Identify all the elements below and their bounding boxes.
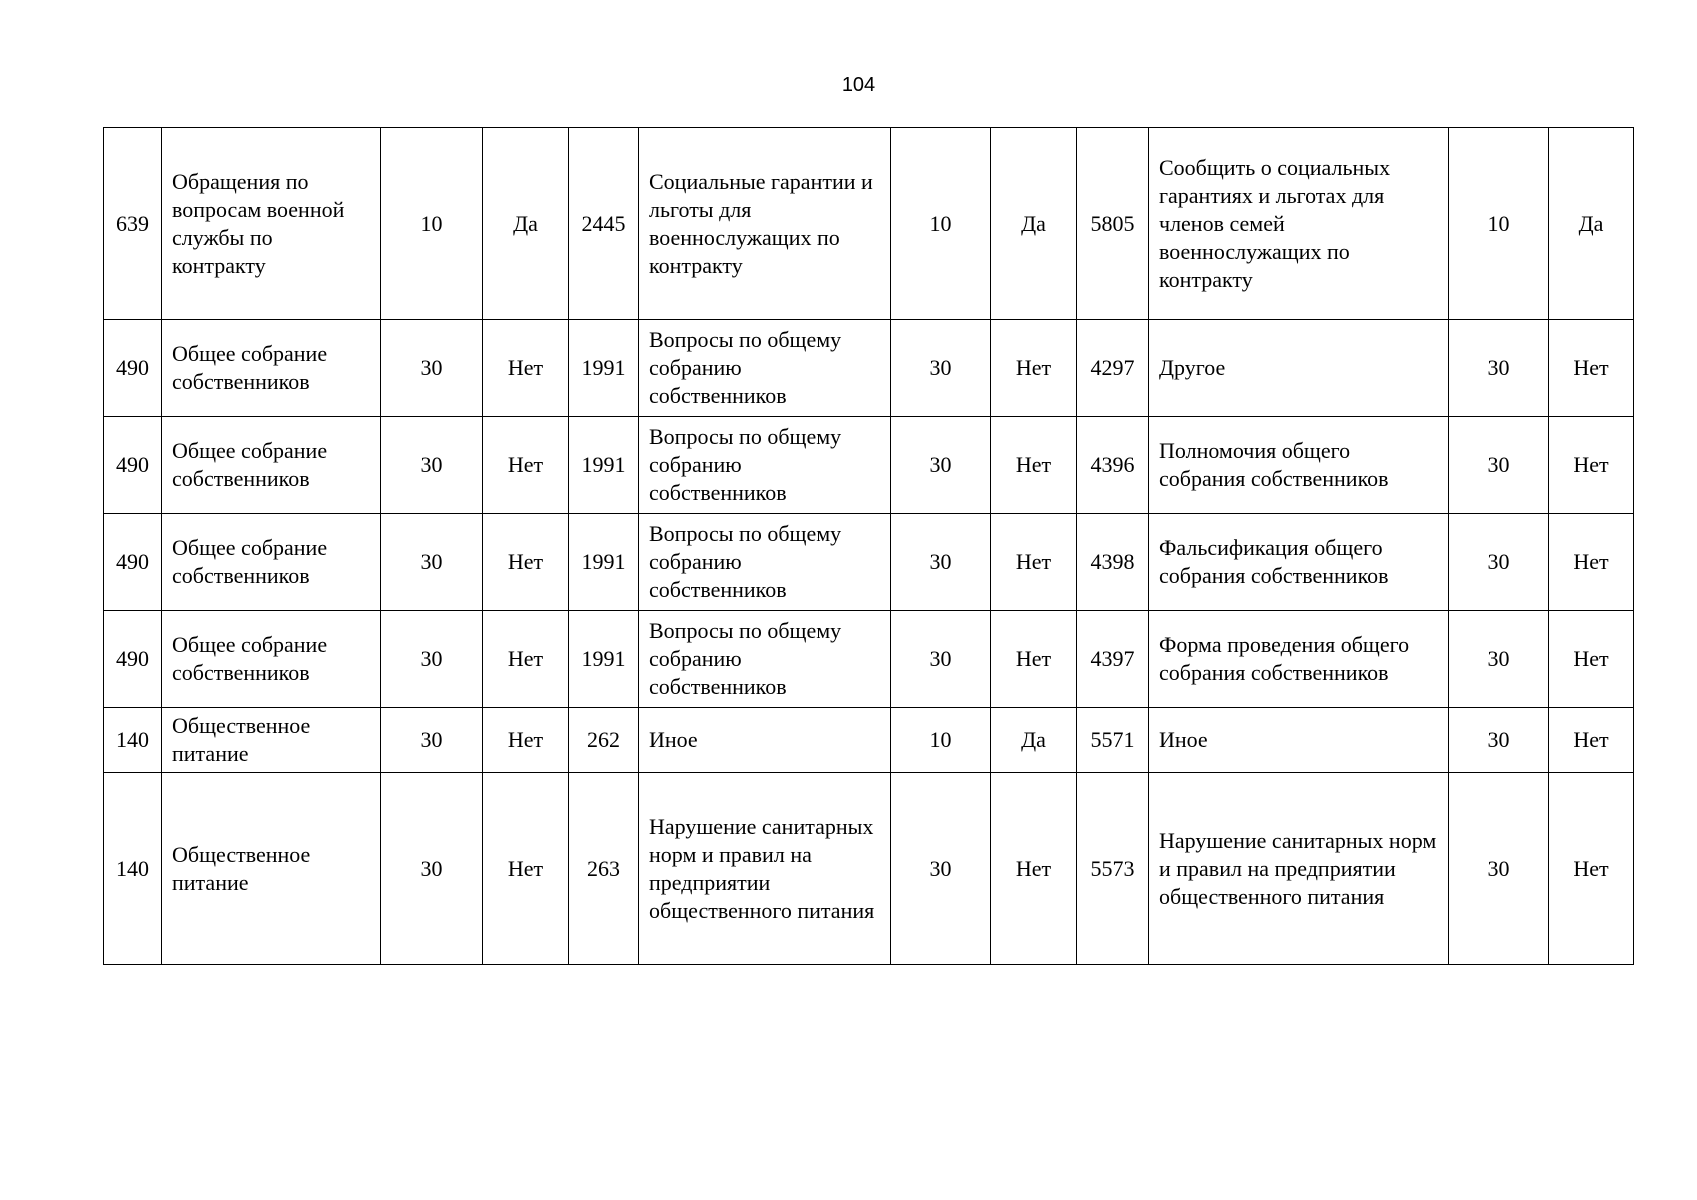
- category-term-cell: 30: [381, 611, 483, 708]
- subcategory-code-cell: 1991: [569, 611, 639, 708]
- data-table: [103, 127, 1634, 965]
- category-name-cell: Общественное питание: [162, 708, 381, 773]
- category-flag-cell: Да: [483, 128, 569, 320]
- subcategory-name-cell: Вопросы по общему собранию собственников: [639, 611, 891, 708]
- category-flag-cell: Нет: [483, 611, 569, 708]
- category-code-cell: 490: [104, 611, 162, 708]
- subcategory-flag-cell: Да: [991, 128, 1077, 320]
- category-name-cell: Общее собрание собственников: [162, 514, 381, 611]
- topic-name-cell: Нарушение санитарных норм и правил на предприятии общественного питания: [1149, 773, 1449, 965]
- subcategory-term-cell: 10: [891, 128, 991, 320]
- subcategory-name-cell: Вопросы по общему собранию собственников: [639, 514, 891, 611]
- subcategory-code-cell: 2445: [569, 128, 639, 320]
- category-name-cell: Общее собрание собственников: [162, 611, 381, 708]
- subcategory-flag-cell: Нет: [991, 417, 1077, 514]
- subcategory-flag-cell: Нет: [991, 320, 1077, 417]
- category-flag-cell: Нет: [483, 417, 569, 514]
- topic-term-cell: 30: [1449, 773, 1549, 965]
- subcategory-term-cell: 30: [891, 514, 991, 611]
- category-term-cell: 30: [381, 417, 483, 514]
- category-code-cell: 140: [104, 708, 162, 773]
- subcategory-code-cell: 1991: [569, 514, 639, 611]
- category-code-cell: 490: [104, 514, 162, 611]
- subcategory-name-cell: Иное: [639, 708, 891, 773]
- category-name-cell: Общее собрание собственников: [162, 320, 381, 417]
- table-row: [104, 708, 1634, 773]
- topic-code-cell: 4297: [1077, 320, 1149, 417]
- table-row: [104, 128, 1634, 320]
- category-flag-cell: Нет: [483, 708, 569, 773]
- subcategory-term-cell: 30: [891, 611, 991, 708]
- subcategory-code-cell: 1991: [569, 417, 639, 514]
- category-flag-cell: Нет: [483, 320, 569, 417]
- topic-name-cell: Иное: [1149, 708, 1449, 773]
- topic-flag-cell: Нет: [1549, 708, 1634, 773]
- category-name-cell: Общественное питание: [162, 773, 381, 965]
- subcategory-name-cell: Нарушение санитарных норм и правил на предприятии общественного питания: [639, 773, 891, 965]
- page-number: 104: [841, 74, 876, 96]
- table-row: [104, 514, 1634, 611]
- topic-term-cell: 30: [1449, 417, 1549, 514]
- topic-code-cell: 5805: [1077, 128, 1149, 320]
- topic-flag-cell: Нет: [1549, 773, 1634, 965]
- category-flag-cell: Нет: [483, 773, 569, 965]
- category-code-cell: 490: [104, 417, 162, 514]
- category-term-cell: 30: [381, 514, 483, 611]
- topic-name-cell: Форма проведения общего собрания собственников: [1149, 611, 1449, 708]
- subcategory-name-cell: Вопросы по общему собранию собственников: [639, 417, 891, 514]
- subcategory-code-cell: 263: [569, 773, 639, 965]
- topic-code-cell: 4396: [1077, 417, 1149, 514]
- category-term-cell: 30: [381, 320, 483, 417]
- topic-term-cell: 30: [1449, 320, 1549, 417]
- category-term-cell: 30: [381, 773, 483, 965]
- topic-term-cell: 30: [1449, 514, 1549, 611]
- category-code-cell: 140: [104, 773, 162, 965]
- topic-flag-cell: Нет: [1549, 417, 1634, 514]
- topic-code-cell: 4398: [1077, 514, 1149, 611]
- topic-name-cell: Другое: [1149, 320, 1449, 417]
- subcategory-name-cell: Социальные гарантии и льготы для военнослужащих по контракту: [639, 128, 891, 320]
- subcategory-flag-cell: Нет: [991, 611, 1077, 708]
- category-name-cell: Общее собрание собственников: [162, 417, 381, 514]
- topic-code-cell: 5573: [1077, 773, 1149, 965]
- subcategory-name-cell: Вопросы по общему собранию собственников: [639, 320, 891, 417]
- table-row: [104, 417, 1634, 514]
- category-code-cell: 639: [104, 128, 162, 320]
- topic-code-cell: 5571: [1077, 708, 1149, 773]
- topic-flag-cell: Нет: [1549, 320, 1634, 417]
- table-row: [104, 773, 1634, 965]
- subcategory-flag-cell: Нет: [991, 773, 1077, 965]
- subcategory-flag-cell: Да: [991, 708, 1077, 773]
- subcategory-code-cell: 1991: [569, 320, 639, 417]
- category-term-cell: 10: [381, 128, 483, 320]
- topic-name-cell: Сообщить о социальных гарантиях и льготах для членов семей военнослужащих по контракту: [1149, 128, 1449, 320]
- table-row: [104, 320, 1634, 417]
- category-name-cell: Обращения по вопросам военной службы по контракту: [162, 128, 381, 320]
- topic-flag-cell: Да: [1549, 128, 1634, 320]
- subcategory-term-cell: 30: [891, 417, 991, 514]
- topic-name-cell: Полномочия общего собрания собственников: [1149, 417, 1449, 514]
- subcategory-term-cell: 10: [891, 708, 991, 773]
- subcategory-term-cell: 30: [891, 773, 991, 965]
- table-row: [104, 611, 1634, 708]
- subcategory-flag-cell: Нет: [991, 514, 1077, 611]
- category-code-cell: 490: [104, 320, 162, 417]
- topic-term-cell: 10: [1449, 128, 1549, 320]
- topic-code-cell: 4397: [1077, 611, 1149, 708]
- topic-flag-cell: Нет: [1549, 514, 1634, 611]
- category-term-cell: 30: [381, 708, 483, 773]
- topic-term-cell: 30: [1449, 708, 1549, 773]
- category-flag-cell: Нет: [483, 514, 569, 611]
- topic-name-cell: Фальсификация общего собрания собственников: [1149, 514, 1449, 611]
- topic-flag-cell: Нет: [1549, 611, 1634, 708]
- subcategory-term-cell: 30: [891, 320, 991, 417]
- subcategory-code-cell: 262: [569, 708, 639, 773]
- topic-term-cell: 30: [1449, 611, 1549, 708]
